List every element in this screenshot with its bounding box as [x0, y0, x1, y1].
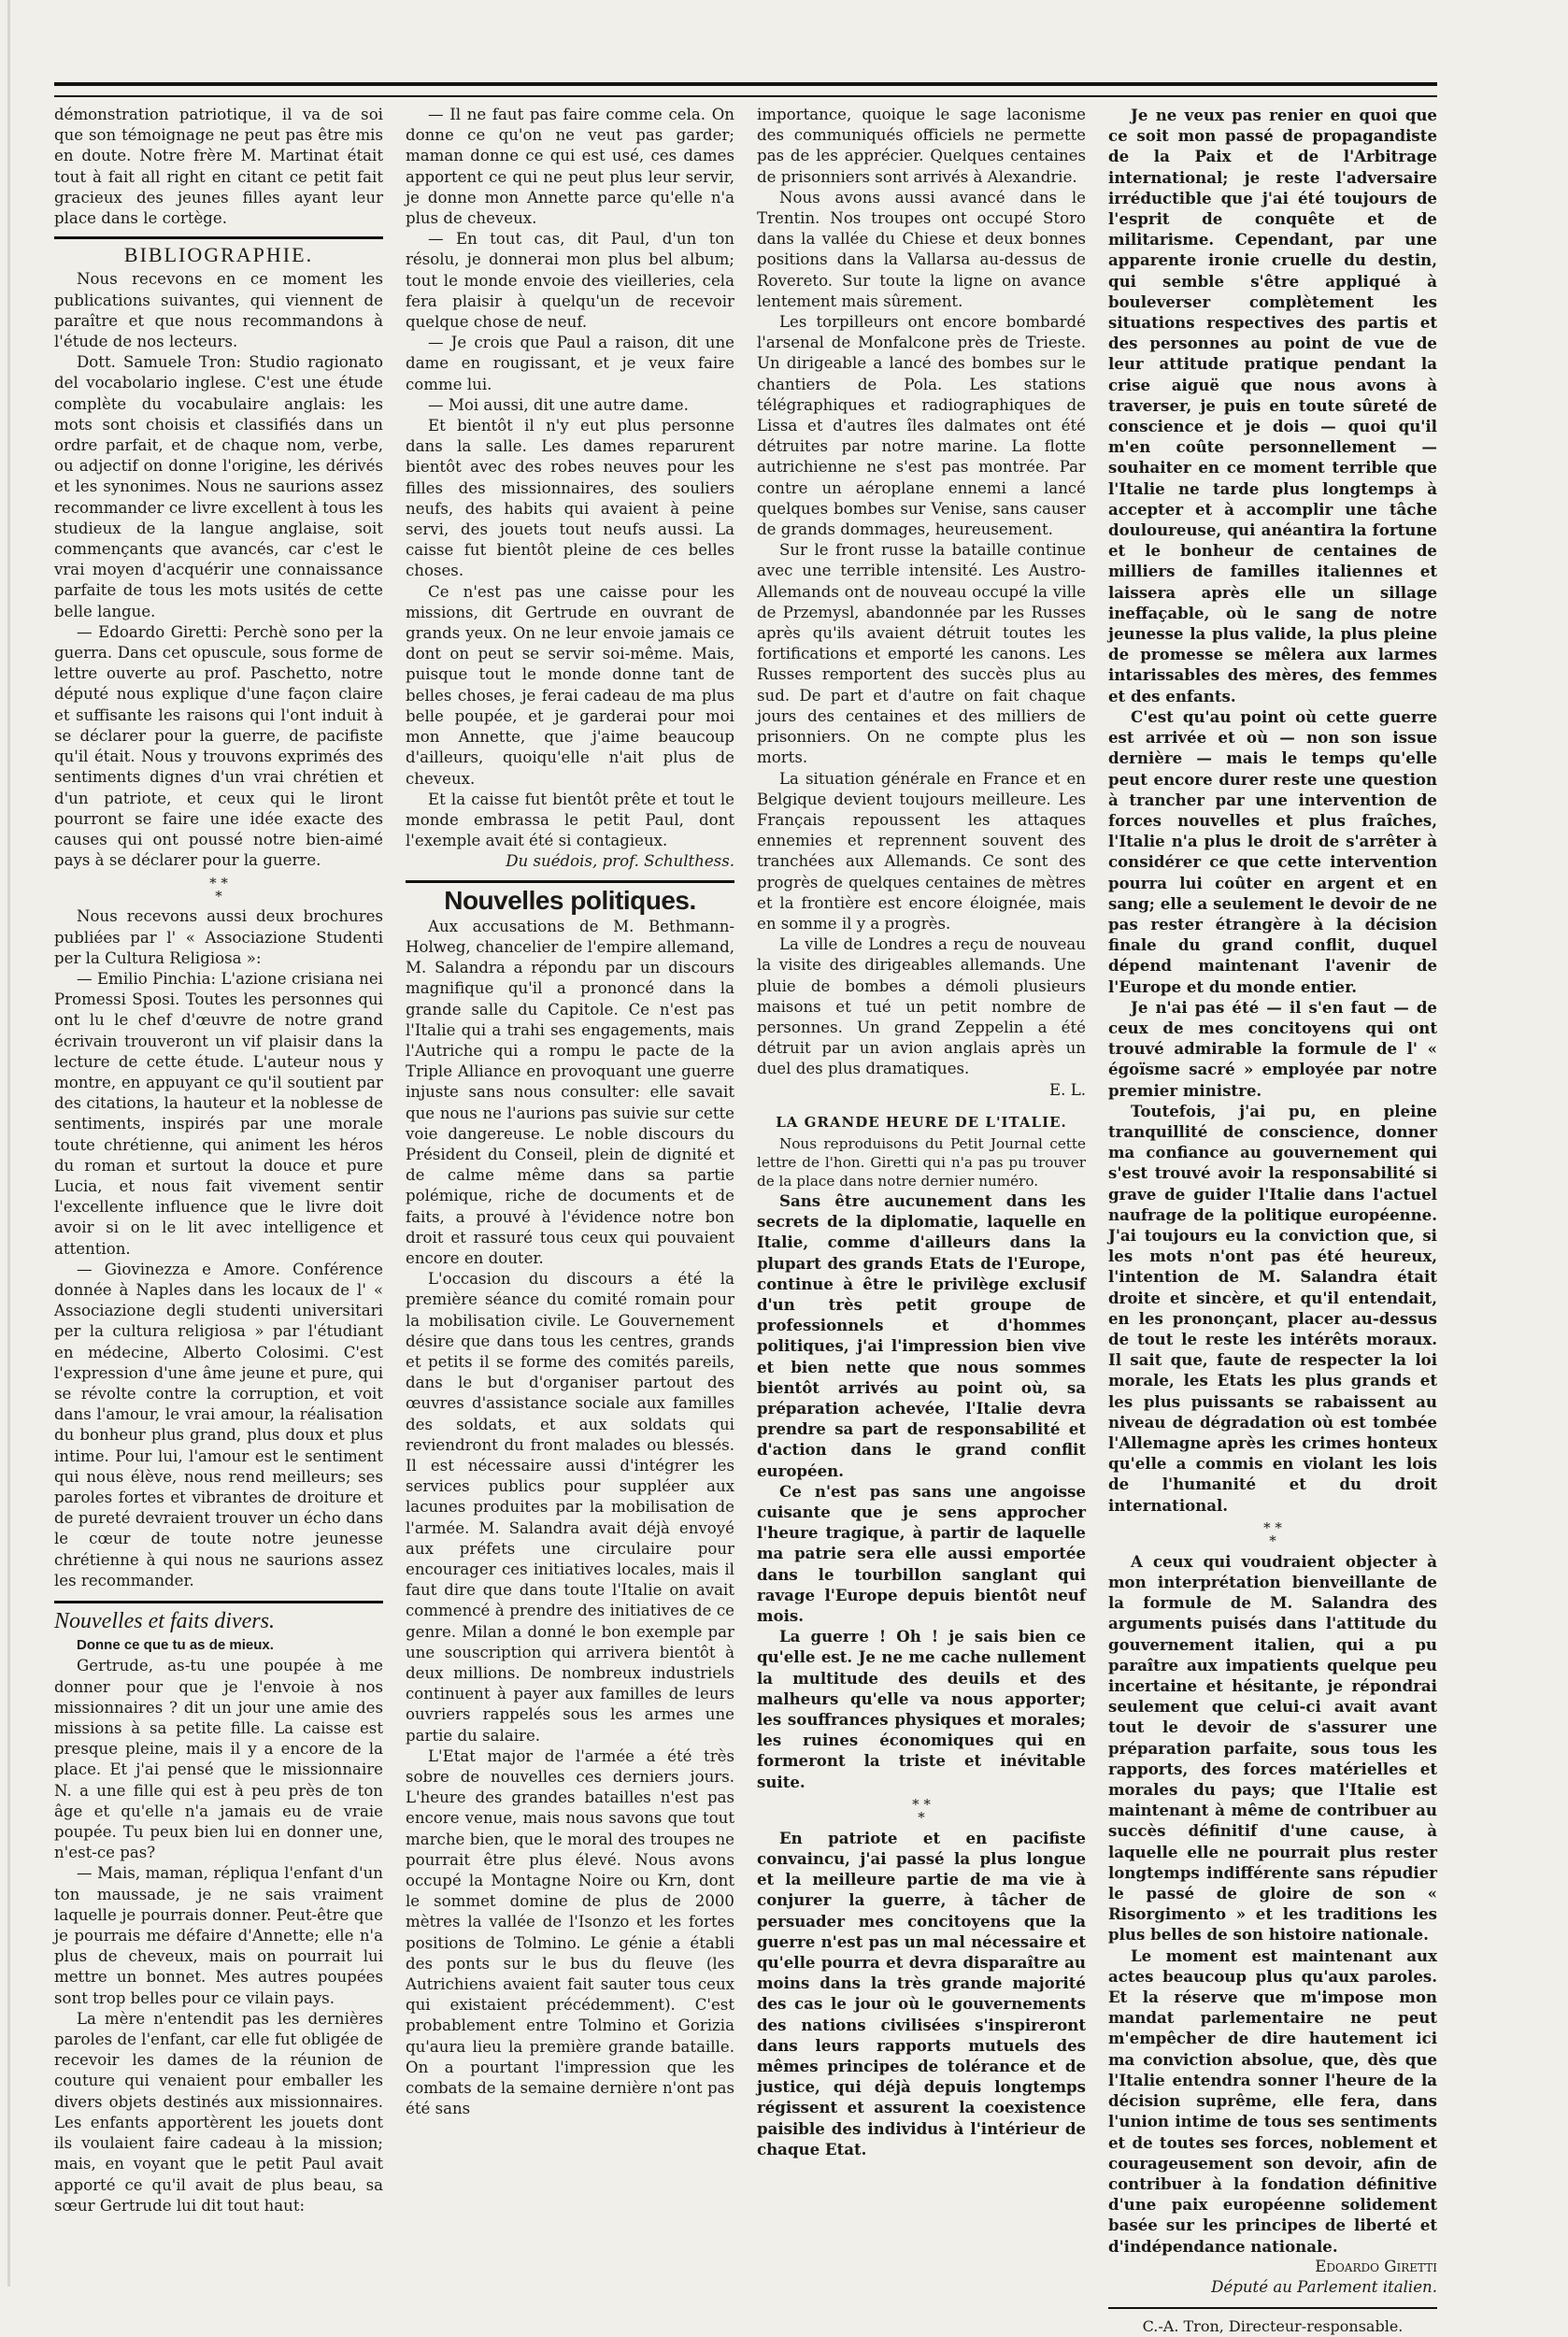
politics-paragraph: La situation générale en France et en Belgique devient toujours meilleure. Les Français repoussent les attaques ennemies et reprennent souvent des tranchées aux Allemands. Ce sont des progrès de quelques centaines de mètres et la frontière est encore éloignée, mais en somme il y a progrès.: [757, 769, 1086, 933]
letter-paragraph: En patriote et en pacifiste convaincu, j'ai passé la plus longue et la meilleure partie de ma vie à conjurer la guerre, à tâcher de persuader mes concitoyens que la guerre n'est pas un mal nécessaire et qu'elle pourra et devra disparaître au moins dans la très grande majorité des cas le jour où le gouvernements des nations civilisées s'inspireront dans leurs rapports mutuels des mêmes principes de tolérance et de justice, qui déjà depuis longtemps régissent et assurent la coexistence paisible des individus à l'intérieur de chaque Etat.: [757, 1828, 1086, 2159]
politics-paragraph: Les torpilleurs ont encore bombardé l'arsenal de Monfalcone près de Trieste. Un dirigeable a lancé des bombes sur le chantiers de Pola. Les stations télégraphiques et radiographiques de Lissa et d'autres îles dalmates ont été détruites par notre marine. La flotte autrichienne ne s'est pas montrée. Par contre un aéroplane ennemi a lancé quelques bombes sur Venise, sans causer de grands dommages, heureusement.: [757, 313, 1086, 539]
grande-heure-intro: Nous reproduisons du Petit Journal cette lettre de l'hon. Giretti qui n'a pas pu trouver de la place dans notre dernier numéro.: [757, 1134, 1086, 1190]
biblio-paragraph: — Giovinezza e Amore. Conférence donnée à Naples dans les locaux de l' « Associazione degli studenti universitari per la cultura religiosa » par l'étudiant en médecine, Alberto Colosimi. C'est l'expression d'une âme jeune et pure, qui se révolte contre la corruption, et voit dans l'amour, le vrai amour, la réalisation du bonheur plus grand, plus doux et plus intime. Pour lui, l'amour est le sentiment qui nous élève, nous rend meilleurs; ses paroles fortes et vibrantes de droiture et de pureté devraient trouver un écho dans le cœur de toute notre jeunesse chrétienne à qui nous ne saurions assez les recommander.: [54, 1260, 383, 1589]
politics-paragraph: L'Etat major de l'armée a été très sobre de nouvelles ces derniers jours. L'heure des grandes batailles n'est pas encore venue, mais nous savons que tout marche bien, que le moral des troupes ne pourrait être plus élevé. Nous avons occupé la Montagne Noire ou Krn, dont le sommet domine de plus de 2000 mètres la vallée de l'Isonzo et les fortes positions de Tolmino. Le génie a établi des ponts sur le bus du fleuve (les Autrichiens avaient fait sauter tous ceux qui existaient précédemment). C'est probablement entre Tolmino et Gorizia qu'aura lieu la première grande bataille. On a pourtant l'impression que les combats de la semaine dernière n'ont pas été sans: [406, 1746, 734, 2118]
letter-paragraph: Le moment est maintenant aux actes beaucoup plus qu'aux paroles. Et la réserve que m'impose mon mandat parlementaire ne peut m'empêcher de dire hautement ici ma conviction absolue, que, dès que l'Italie entendra sonner l'heure de la décision suprême, elle fera, dans l'union intime de tous ses sentiments et de toutes ses forces, noblement et courageusement son devoir, afin de contribuer à la fondation définitive d'une paix européenne solidement basée sur les principes de liberté et d'indépendance nationale.: [1108, 1945, 1437, 2256]
politics-paragraph: Nous avons aussi avancé dans le Trentin. Nos troupes ont occupé Storo dans la vallée du Chiese et deux bonnes positions dans la Vallarsa au-dessus de Rovereto. Sur toute la ligne on avance lentement mais sûrement.: [757, 188, 1086, 310]
letter-paragraph: Je n'ai pas été — il s'en faut — de ceux de mes concitoyens qui ont trouvé admirable la formule de l' « égoïsme sacré » employée par notre premier ministre.: [1108, 997, 1437, 1100]
letter-paragraph: C'est qu'au point où cette guerre est arrivée et où — non son issue dernière — mais le temps qu'elle peut encore durer reste une question à trancher par une intervention de forces nouvelles et plus fraîches, l'Italie n'a plus le droit de s'arrêter à considérer ce que cette intervention pourra lui coûter en argent et en sang; elle a seulement le devoir de ne pas rester étrangère à la décision finale du grand conflit, duquel dépend maintenant l'avenir de l'Europe et du monde entier.: [1108, 706, 1437, 996]
column-1: [54, 105, 383, 2244]
header-rule: [54, 82, 1437, 97]
politiques-heading: Nouvelles politiques.: [406, 880, 734, 911]
page-edge: [7, 0, 10, 2287]
letter-signature-title: Député au Parlement italien.: [1211, 2277, 1437, 2296]
story-subheading: Donne ce que tu as de mieux.: [77, 1637, 274, 1654]
politics-paragraph: importance, quoique le sage laconisme des communiqués officiels ne permette pas de les apprécier. Quelques centaines de prisonniers sont arrivés à Alexandrie.: [757, 106, 1086, 186]
letter-paragraph: Ce n'est pas sans une angoisse cuisante que je sens approcher l'heure tragique, à partir de laquelle ma patrie sera elle aussi emportée dans le tourbillon sanglant qui ravage l'Europe depuis bientôt neuf mois.: [757, 1481, 1086, 1626]
biblio-paragraph: Dott. Samuele Tron: Studio ragionato del vocabolario inglese. C'est une étude complète du vocabulaire anglais: les mots sont choisis et classifiés dans un ordre parfait, et de chaque nom, verbe, ou adjectif on donne l'origine, les dérivés et les synonimes. Nous ne saurions assez recommander ce livre excellent à tous les studieux de la langue anglaise, soit commençants que avancés, car c'est le vrai moyen d'acquérir une connaissance parfaite de tous les mots usités de cette belle langue.: [54, 353, 383, 620]
politics-paragraph: La ville de Londres a reçu de nouveau la visite des dirigeables allemands. Une pluie de bombes a démoli plusieurs maisons et tué un petit nombre de personnes. Un grand Zeppelin a été détruit par un avion anglais après un duel des plus dramatiques.: [757, 935, 1086, 1078]
story-paragraph: — Il ne faut pas faire comme cela. On donne ce qu'on ne veut pas garder; maman donne ce qui est usé, ces dames apportent ce qui ne peut plus leur servir, je donne mon Annette parce qu'elle n'a plus de cheveux.: [406, 106, 734, 228]
biblio-paragraph: — Emilio Pinchia: L'azione crisiana nei Promessi Sposi. Toutes les personnes qui ont lu le chef d'œuvre de notre grand écrivain trouveront un vif plaisir dans la lecture de cette étude. L'auteur nous y montre, en appuyant ce qu'il soutient par des citations, la hauteur et la noblesse de sentiments, inspirés par une morale toute chrétienne, qui animent les héros du roman et surtout la douce et pure Lucia, et nous fait vivement sentir l'excellente influence que le livre doit avoir si on le lit avec intelligence et attention.: [54, 969, 383, 1258]
column-2: [406, 105, 734, 2244]
grande-heure-heading: LA GRANDE HEURE DE L'ITALIE.: [776, 1113, 1067, 1131]
story-signature: Du suédois, prof. Schulthess.: [506, 852, 734, 871]
letter-paragraph: Toutefois, j'ai pu, en pleine tranquillité de conscience, donner ma confiance au gouvernement qui s'est trouvé avoir la responsabilité si grave de guider l'Italie dans l'actuel naufrage de la politique européenne. J'ai toujours eu la conviction que, si les mots n'ont pas été heureux, l'intention de M. Salandra était droite et sincère, et qu'il entendait, en les prononçant, placer au-dessus de tout le reste les intérêts moraux. Il sait que, faute de respecter la loi morale, les Etats les plus grands et les plus puissants se rabaissent au niveau de dégradation où est tombée l'Allemagne après les crimes honteux qu'elle a commis en violant les lois de l'humanité et du droit international.: [1108, 1101, 1437, 1515]
column-3: [757, 105, 1086, 2244]
biblio-paragraph: Nous recevons aussi deux brochures publiées par l' « Associazione Studenti per la Cultura Religiosa »:: [54, 907, 383, 967]
letter-paragraph: A ceux qui voudraient objecter à mon interprétation bienveillante de la formule de M. Salandra des arguments puisés dans l'attitude du gouvernement italien, qui a pu paraître aux impatients quelque peu incertaine et hésitante, je répondrai seulement que celui-ci avait avant tout le devoir de s'assurer une préparation parfaite, sous tous les rapports, des forces matérielles et morales du pays; que l'Italie est maintenant à même de contribuer au succès définitif d'une cause, à laquelle elle ne pourrait plus rester longtemps indifférente sans répudier le passé de gloire de son « Risorgimento » et les traditions les plus belles de son histoire nationale.: [1108, 1551, 1437, 1945]
bibliographie-heading: BIBLIOGRAPHIE.: [54, 236, 383, 265]
letter-paragraph: La guerre ! Oh ! je sais bien ce qu'elle est. Je ne me cache nullement la multitude des deuils et des malheurs qu'elle va nous apporter; les souffrances physiques et morales; les ruines économiques qui en formeront la triste et inévitable suite.: [757, 1627, 1086, 1791]
biblio-paragraph: — Edoardo Giretti: Perchè sono per la guerra. Dans cet opuscule, sous forme de lettre ouverte au prof. Paschetto, notre député nous explique d'une façon claire et suffisante les raisons qui l'ont induit à se déclarer pour la guerre, de pacifiste qu'il était. Nous y trouvons exprimés des sentiments dignes d'un vrai chrétien et d'un patriote, et ceux qui le liront pourront se faire une idée exacte des causes qui ont poussé notre bien-aimé pays à se déclarer pour la guerre.: [54, 622, 383, 870]
politics-paragraph: Aux accusations de M. Bethmann-Holweg, chancelier de l'empire allemand, M. Salandra a répondu par un discours magnifique qu'il a prononcé dans la grande salle du Capitole. Ce n'est pas l'Italie qui a trahi ses engagements, mais l'Autriche qui a rompu le pacte de la Triple Alliance en provoquant une guerre injuste sans nous consulter: elle savait que nous ne l'aurions pas suivie sur cette voie dangereuse. Le noble discours du Président du Conseil, plein de dignité et de calme même dans sa partie polémique, riche de documents et de faits, a prouvé à l'évidence notre bon droit et rassuré tous ceux qui pouvaient encore en douter.: [406, 917, 734, 1267]
politics-paragraph: Sur le front russe la bataille continue avec une terrible intensité. Les Austro-Allemands ont de nouveau occupé la ville de Przemysl, abandonnée par les Russes après qu'ils avaient détruit toutes les fortifications et emporté les canons. Les Russes remportent des succès plus au sud. De part et d'autre on fait chaque jours des centaines et des milliers de prisonniers. On ne compte plus les morts.: [757, 541, 1086, 767]
nouvelles-heading: Nouvelles et faits divers.: [54, 1601, 383, 1632]
letter-paragraph: Sans être aucunement dans les secrets de la diplomatie, laquelle en Italie, comme d'ailleurs dans la plupart des grands Etats de l'Europe, continue à être le privilège exclusif d'un très petit groupe de professionnels et d'hommes politiques, j'ai l'impression bien vive et bien nette que nous sommes bientôt arrivés au point où, sa préparation achevée, l'Italie devra prendre sa part de responsabilité et d'action dans le grand conflit européen.: [757, 1190, 1086, 1480]
story-paragraph: — En tout cas, dit Paul, d'un ton résolu, je donnerai mon plus bel album; tout le monde envoie des vieilleries, cela fera plaisir à quelqu'un de recevoir quelque chose de neuf.: [406, 230, 734, 332]
section-stars: * * *: [1263, 1518, 1282, 1549]
story-paragraph: — Je crois que Paul a raison, dit une dame en rougissant, et je veux faire comme lui.: [406, 334, 734, 393]
politics-signature: E. L.: [1049, 1080, 1086, 1099]
story-paragraph: Et la caisse fut bientôt prête et tout le monde embrassa le petit Paul, dont l'exemple avait été si contagieux.: [406, 790, 734, 850]
politics-paragraph: L'occasion du discours a été la première séance du comité romain pour la mobilisation civile. Le Gouvernement désire que dans tous les centres, grands et petits il se forme des comités pareils, dans le but d'organiser partout des œuvres d'assistance sociale aux familles des soldats, et aux soldats qui reviendront du front malades ou blessés. Il est nécessaire aussi d'intégrer les services publics pour suppléer aux lacunes produites par la mobilisation de l'armée. M. Salandra avait déjà envoyé aux préfets une circulaire pour encourager ces initiatives locales, mais il faut dire que dans toute l'Italie on avait commencé à prendre des initiatives de ce genre. Milan a donné le bon exemple par une souscription qui arrivera bientôt à deux millions. De nombreux industriels continuent à payer aux familles de leurs ouvriers rappelés sous les armes une partie du salaire.: [406, 1270, 734, 1745]
story-paragraph: — Moi aussi, dit une autre dame.: [428, 395, 689, 414]
intro-paragraph: démonstration patriotique, il va de soi que son témoignage ne peut pas être mis en doute. Notre frère M. Martinat était tout à fait all right en citant ce petit fait gracieux des jeunes filles ayant leur place dans le cortège.: [54, 106, 383, 228]
story-paragraph: Ce n'est pas une caisse pour les missions, dit Gertrude en ouvrant de grands yeux. On ne leur envoie jamais ce dont on peut se servir soi-même. Mais, puisque tout le monde donne tant de belles choses, je ferai cadeau de ma plus belle poupée, et je garderai pour moi mon Annette, que j'aime beaucoup d'ailleurs, quoiqu'elle n'ait plus de cheveux.: [406, 582, 734, 788]
story-paragraph: Et bientôt il n'y eut plus personne dans la salle. Les dames reparurent bientôt avec des robes neuves pour les filles des missionnaires, des souliers neufs, des habits qui avaient à peine servi, des jouets tout neufs aussi. La caisse fut bientôt pleine de ces belles choses.: [406, 417, 734, 580]
column-4: [1108, 105, 1437, 2336]
letter-paragraph: Je ne veux pas renier en quoi que ce soit mon passé de propagandiste de la Paix et de l'Arbitrage international; je reste l'adversaire irréductible que j'ai été toujours de l'esprit de conquête et de militarisme. Cependant, par une apparente ironie cruelle du destin, qui semble s'être appliqué à bouleverser complètement les situations respectives des partis et des personnes au point de vue de leur attitude pratique pendant la crise aiguë que nous avons à traverser, je puis en toute sûreté de conscience et je dois — quoi qu'il m'en coûte personnellement — souhaiter en ce moment terrible que l'Italie ne tarde plus longtemps à accepter et à accomplir une tâche douloureuse, qui anéantira la fortune et le bonheur de centaines de milliers de familles italiennes et laissera après elle un sillage ineffaçable, où le sang de notre jeunesse la plus valide, la plus pleine de promesse se mêlera aux larmes intarissables des mères, des femmes et des enfants.: [1108, 106, 1437, 705]
section-stars: * * *: [209, 875, 228, 905]
biblio-paragraph: Nous recevons en ce moment les publications suivantes, qui viennent de paraître et que nous recommandons à l'étude de nos lecteurs.: [54, 270, 383, 351]
story-paragraph: — Mais, maman, répliqua l'enfant d'un ton maussade, je ne sais vraiment laquelle je pourrais donner. Peut-être que je pourrais me défaire d'Annette; elle n'a plus de cheveux, mais on pourrait lui mettre un bonnet. Mes autres poupées sont trop belles pour ce vilain pays.: [54, 1864, 383, 2007]
page-columns: [54, 105, 1437, 2336]
letter-signature-name: Edoardo Giretti: [1315, 2257, 1437, 2275]
footer-editor: C.-A. Tron, Directeur-responsable.: [1108, 2307, 1437, 2337]
story-paragraph: La mère n'entendit pas les dernières paroles de l'enfant, car elle fut obligée de recevoir les dames de la réunion de couture qui venaient pour emballer les divers objets destinés aux missionnaires. Les enfants apportèrent les jouets dont ils voulaient faire cadeau à la mission; mais, en voyant que le petit Paul avait apporté ce qu'il avait de plus beau, sa sœur Gertrude lui dit tout haut:: [54, 2009, 383, 2215]
section-stars: * * *: [912, 1795, 931, 1826]
story-paragraph: Gertrude, as-tu une poupée à me donner pour que je l'envoie à nos missionnaires ? dit un jour une amie des missions à sa petite fille. La caisse est presque pleine, mais il y a encore de la place. Et j'ai pensé que le missionnaire N. a une fille qui est à peu près de ton âge et qu'elle n'a jamais eu de vraie poupée. Tu peux bien lui en donner une, n'est-ce pas?: [54, 1657, 383, 1862]
